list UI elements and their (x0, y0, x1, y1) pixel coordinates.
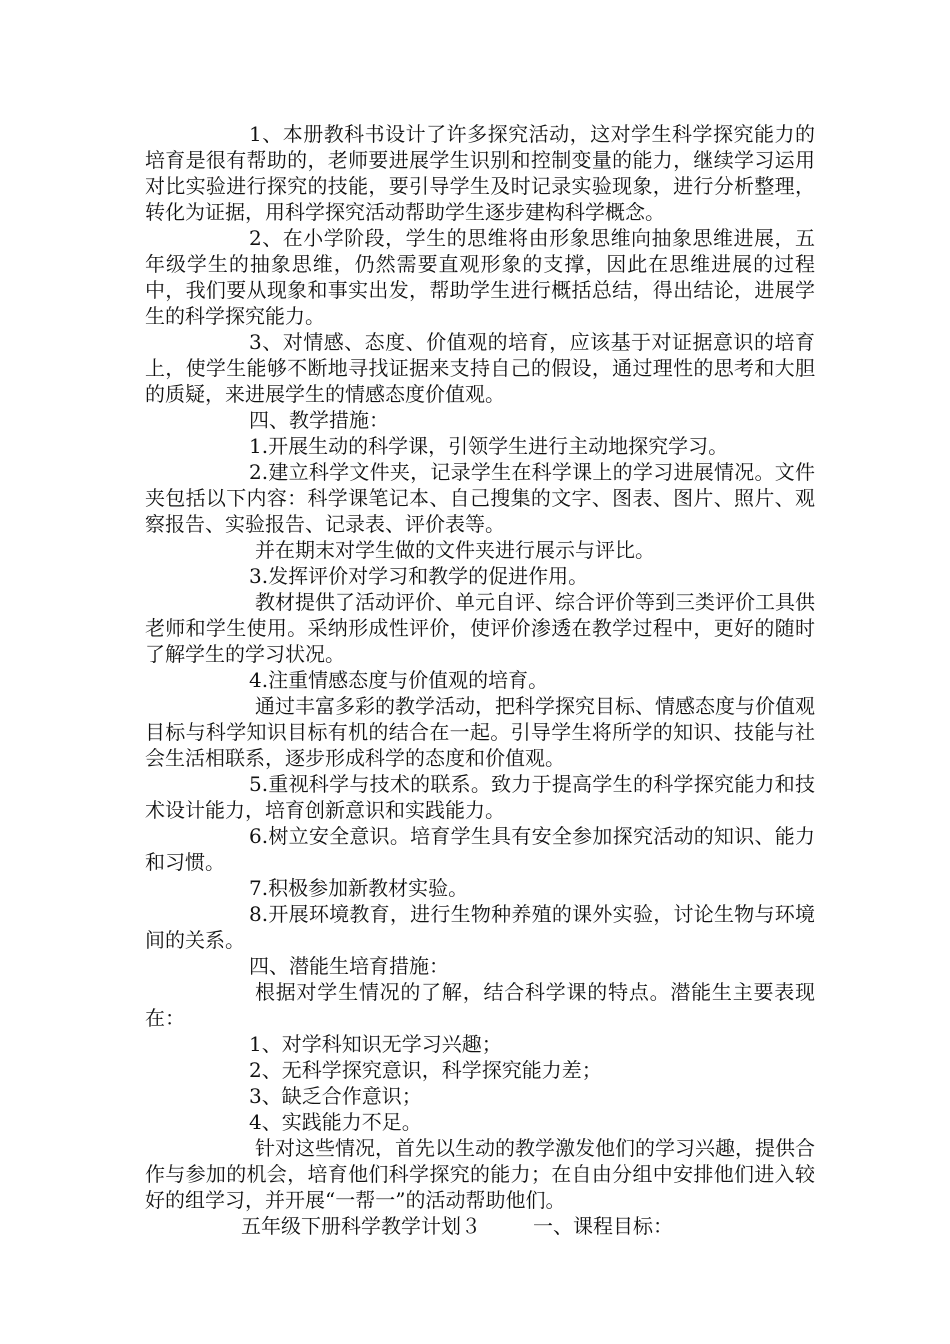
potential-item-3: 3、缺乏合作意识； (249, 1084, 422, 1108)
measure-5: 5.重视科学与技术的联系。致力于提高学生的科学探究能力和技术设计能力，培育创新意识和实践能力。 (145, 772, 815, 822)
section-heading-potential-students: 四、潜能生培育措施： (249, 954, 449, 978)
measure-2-note: 并在期末对学生做的文件夹进行展示与评比。 (255, 538, 655, 562)
closing-line (145, 1213, 815, 1239)
measure-3-detail: 教材提供了活动评价、单元自评、综合评价等到三类评价工具供老师和学生使用。采纳形成性评价，使评价渗透在教学过程中，更好的随时了解学生的学习状况。 (145, 590, 815, 666)
next-plan-title: 五年级下册科学教学计划３ (241, 1214, 481, 1238)
measure-2: 2.建立科学文件夹，记录学生在科学课上的学习进展情况。文件夹包括以下内容：科学课笔记本、自己搜集的文字、图表、图片、照片、观察报告、实验报告、记录表、评价表等。 (145, 460, 815, 536)
measure-6: 6.树立安全意识。培育学生具有安全参加探究活动的知识、能力和习惯。 (145, 824, 815, 874)
course-goals-heading: 一、课程目标： (533, 1214, 673, 1238)
measure-8: 8.开展环境教育，进行生物种养殖的课外实验，讨论生物与环境间的关系。 (145, 902, 815, 952)
measure-4: 4.注重情感态度与价值观的培育。 (249, 668, 549, 692)
measure-3: 3.发挥评价对学习和教学的促进作用。 (249, 564, 589, 588)
measure-4-detail: 通过丰富多彩的教学活动，把科学探究目标、情感态度与价值观目标与科学知识目标有机的结合在一起。引导学生将所学的知识、技能与社会生活相联系，逐步形成科学的态度和价值观。 (145, 694, 815, 770)
potential-item-1: 1、对学科知识无学习兴趣； (249, 1032, 502, 1056)
section-heading-teaching-measures: 四、教学措施： (249, 408, 389, 432)
measure-7: 7.积极参加新教材实验。 (249, 876, 469, 900)
potential-item-4: 4、实践能力不足。 (249, 1110, 422, 1134)
paragraph-3: 3、对情感、态度、价值观的培育，应该基于对证据意识的培育上，使学生能够不断地寻找证据来支持自己的假设，通过理性的思考和大胆的质疑，来进展学生的情感态度价值观。 (145, 330, 815, 406)
potential-item-2: 2、无科学探究意识，科学探究能力差； (249, 1058, 602, 1082)
potential-measures-summary: 针对这些情况，首先以生动的教学激发他们的学习兴趣，提供合作与参加的机会，培育他们科学探究的能力；在自由分组中安排他们进入较好的组学习，并开展“一帮一”的活动帮助他们。 (145, 1136, 815, 1212)
measure-1: 1.开展生动的科学课，引领学生进行主动地探究学习。 (249, 434, 729, 458)
document-page (145, 121, 815, 1239)
paragraph-2: 2、在小学阶段，学生的思维将由形象思维向抽象思维进展，五年级学生的抽象思维，仍然需要直观形象的支撑，因此在思维进展的过程中，我们要从现象和事实出发，帮助学生进行概括总结，得出结论，进展学生的科学探究能力。 (145, 226, 815, 328)
potential-students-intro: 根据对学生情况的了解，结合科学课的特点。潜能生主要表现在： (145, 980, 815, 1030)
paragraph-1: 1、本册教科书设计了许多探究活动，这对学生科学探究能力的培育是很有帮助的，老师要进展学生识别和控制变量的能力，继续学习运用对比实验进行探究的技能，要引导学生及时记录实验现象，进行分析整理，转化为证据，用科学探究活动帮助学生逐步建构科学概念。 (145, 122, 815, 224)
